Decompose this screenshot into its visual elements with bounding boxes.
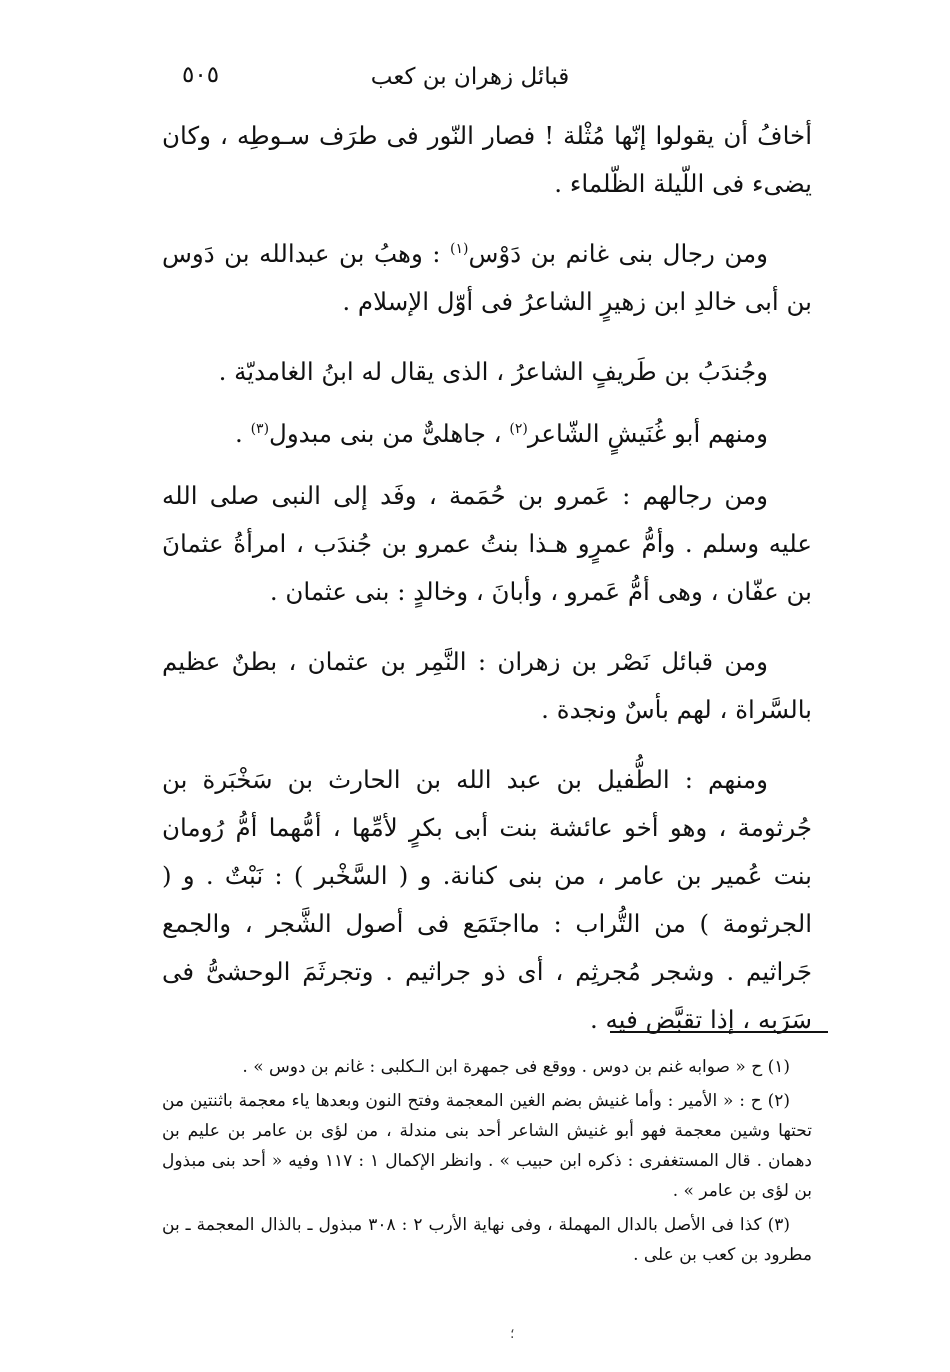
running-title: قبائل زهران بن كعب	[370, 64, 570, 90]
footnote-3: (٣) كذا فى الأصل بالدال المهملة ، وفى نهاية الأرب ٢ : ٣٠٨ مبذول ـ بالذال المعجمة ـ بن مطرود بن كعب بن على .	[162, 1215, 812, 1265]
paragraph-4	[162, 410, 812, 458]
footnotes	[162, 1052, 812, 1274]
footnote-ref-2[interactable]: (٢)	[509, 420, 528, 437]
paragraph-4-b: ، جاهلىٌّ من بنى مبدول	[269, 419, 510, 448]
paragraph-5: ومن رجالهم : عَمرو بن حُمَمة ، وفَد إلى النبى صلى الله عليه وسلم . وأمُّ عمرٍو هـذا بنتُ عمرو بن جُندَب ، امرأةُ عثمانَ بن عفّان ، وهى أمُّ عَمرو ، وأبانَ ، وخالدٍ : بنى عثمان .	[162, 481, 812, 606]
body-text	[162, 112, 812, 1066]
footnote-separator	[610, 1031, 828, 1033]
paragraph-4-a: ومنهم أبو غُنَيشٍ الشّاعر	[527, 419, 768, 448]
paragraph-2	[162, 230, 812, 326]
paragraph-7: ومنهم : الطُّفيل بن عبد الله بن الحارث بن سَخْبَرة بن جُرثومة ، وهو أخو عائشة بنت أبى بكرٍ لأمِّها ، أمُّهما أمُّ رُومان بنت عُمير بن عامر ، من بنى كنانة. و ( السَّخْبر ) : نَبْتٌ . و ( الجرثومة ) من التُّراب : مااجتَمَع فى أصول الشَّجر ، والجمع جَراثيم . وشجر مُجرثِم ، أى ذو جراثيم . وتجرثَمَ الوحشىُّ فى سَرَبه ، إذا تقبَّض فيه .	[162, 765, 812, 1034]
paragraph-6: ومن قبائل نَصْر بن زهران : النَّمِر بن عثمان ، بطنٌ عظيم بالسَّراة ، لهم بأسٌ ونجدة .	[162, 647, 812, 724]
page-number: ٥٠٥	[182, 62, 220, 88]
paragraph-2-rest: : وهبُ بن عبدالله بن دَوس بن أبى خالدِ ابن زهيرٍ الشاعرُ فى أوّل الإسلام .	[162, 239, 812, 316]
paragraph-2-text: ومن رجال بنى غانم بن دَوْس	[468, 239, 768, 268]
footnote-2: (٢) ح : « الأمير : وأما غنيش بضم الغين المعجمة وفتح النون وبعدها ياء معجمة باثنتين من تحتها وشين معجمة فهو أبو غنيش الشاعر أحد بنى مندلة ، من لؤى بن عامر بن عليم بن دهمان . قال المستغفرى : ذكره ابن حبيب » . وانظر الإكمال ١ : ١١٧ وفيه « أحد بنى مبذول بن لؤى بن عامر » .	[162, 1091, 812, 1201]
stray-mark: ؛	[510, 1326, 515, 1342]
footnote-1: (١) ح « صوابه غنم بن دوس . ووقع فى جمهرة ابن الـكلبى : غانم بن دوس » .	[242, 1057, 790, 1077]
footnote-ref-1[interactable]: (١)	[450, 240, 469, 257]
paragraph-4-c: .	[235, 419, 251, 448]
footnote-ref-3[interactable]: (٣)	[250, 420, 270, 437]
paragraph-1: أخافُ أن يقولوا إنّها مُثْلة ! فصار النّور فى طرَف سـوطِه ، وكان يضىء فى اللّيلة الظّلماء .	[162, 121, 812, 198]
paragraph-3: وجُندَبُ بن طَريفٍ الشاعرُ ، الذى يقال له ابنُ الغامديّة .	[218, 357, 768, 386]
